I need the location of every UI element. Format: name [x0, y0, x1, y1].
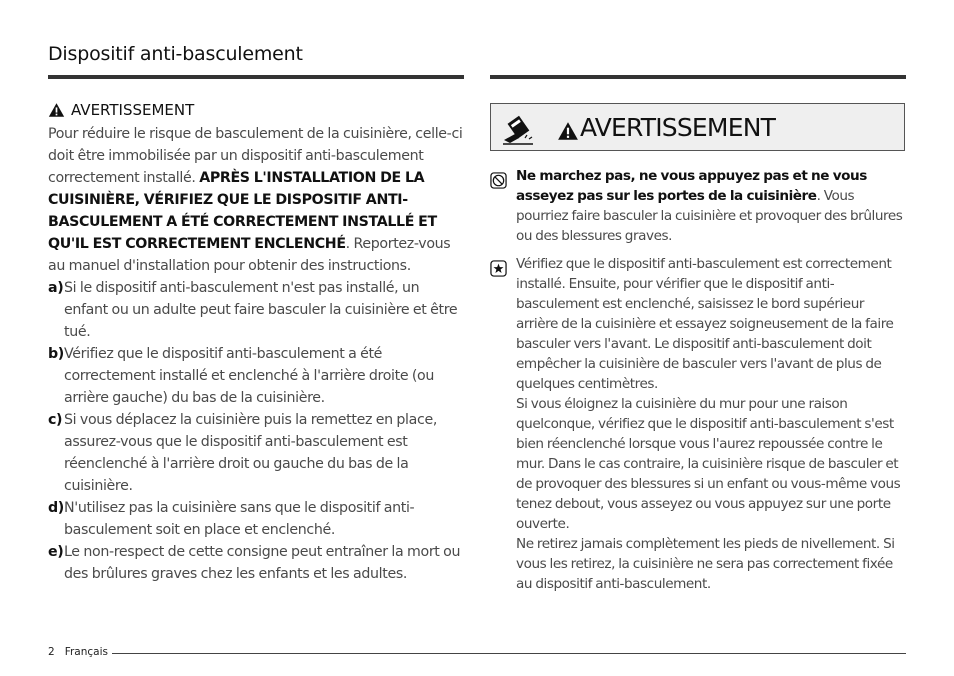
- warning-triangle-icon: [557, 121, 579, 141]
- item-letter: d): [48, 500, 64, 516]
- page-footer: [48, 646, 108, 658]
- important-paragraph-3: Ne retirez jamais complètement les pieds de nivellement. Si vous les retirez, la cuisinière ne sera pas correctement fixée au dispositif anti-basculement.: [516, 536, 895, 592]
- footer-language: Français: [64, 646, 108, 658]
- item-text: N'utilisez pas la cuisinière sans que le dispositif anti-basculement soit en place et enclenché.: [64, 500, 415, 538]
- warning-label: AVERTISSEMENT: [71, 101, 195, 119]
- intro-bold-text: APRÈS L'INSTALLATION DE LA CUISINIÈRE, VÉRIFIEZ QUE LE DISPOSITIF ANTI-BASCULEMENT A ÉTÉ CORRECTEMENT INSTALLÉ ET QU'IL EST CORRECTEMENT ENCLENCHÉ: [48, 170, 437, 252]
- footer-divider: [112, 653, 906, 654]
- prohibition-icon: [490, 172, 507, 189]
- page-number: 2: [48, 646, 55, 658]
- item-letter: e): [48, 544, 64, 560]
- item-letter: c): [48, 412, 63, 428]
- list-item: [48, 497, 464, 541]
- warning-banner: [490, 103, 905, 151]
- warning-heading: [48, 99, 464, 121]
- list-item: [48, 541, 464, 585]
- intro-text-2: . Reportez-vous au manuel d'installation pour obtenir des instructions.: [48, 236, 451, 274]
- list-item: [48, 277, 464, 343]
- item-letter: a): [48, 280, 64, 296]
- section-title: Dispositif anti-basculement: [48, 43, 303, 65]
- banner-label: AVERTISSEMENT: [580, 113, 776, 142]
- warning-triangle-icon: [48, 102, 65, 118]
- item-text: Vérifiez que le dispositif anti-basculement a été correctement installé et enclenché à l'arrière droite (ou arrière gauche) du bas de la cuisinière.: [64, 346, 435, 406]
- list-item: [48, 409, 464, 497]
- right-divider: [490, 75, 906, 79]
- important-paragraph-1: Vérifiez que le dispositif anti-basculement est correctement installé. Ensuite, pour vérifier que le dispositif anti-basculement est enclenché, saisissez le bord supérieur arrière de la cuisinière et essayez soigneusement de la faire basculer vers l'avant. Le dispositif anti-basculement doit empêcher la cuisinière de basculer vers l'avant de plus de quelques centimètres.: [516, 256, 894, 392]
- item-letter: b): [48, 346, 64, 362]
- item-text: Si vous déplacez la cuisinière puis la remettez en place, assurez-vous que le dispositif anti-basculement est réenclenché à l'arrière droit ou gauche du bas de la cuisinière.: [64, 412, 437, 494]
- prohibition-text: . Vous pourriez faire basculer la cuisinière et provoquer des brûlures ou des blessures graves.: [516, 188, 903, 244]
- left-column: [48, 99, 464, 585]
- intro-paragraph: [48, 123, 464, 277]
- important-paragraph-2: Si vous éloignez la cuisinière du mur pour une raison quelconque, vérifiez que le dispositif anti-basculement s'est bien réenclenché lorsque vous l'aurez repoussée contre le mur. Dans le cas contraire, la cuisinière risque de basculer et de provoquer des blessures si un enfant ou vous-même vous tenez debout, vous asseyez ou vous appuyez sur une porte ouverte.: [516, 396, 901, 532]
- prohibition-bold-text: Ne marchez pas, ne vous appuyez pas et ne vous asseyez pas sur les portes de la cuisinière: [516, 168, 867, 204]
- prohibition-block: [490, 166, 908, 246]
- item-text: Le non-respect de cette consigne peut entraîner la mort ou des brûlures graves chez les enfants et les adultes.: [64, 544, 461, 582]
- item-text: Si le dispositif anti-basculement n'est pas installé, un enfant ou un adulte peut faire basculer la cuisinière et être tué.: [64, 280, 458, 340]
- right-column: [490, 166, 908, 602]
- left-divider: [48, 75, 464, 79]
- intro-text-1: Pour réduire le risque de basculement de la cuisinière, celle-ci doit être immobilisée par un dispositif anti-basculement correctement installé.: [48, 126, 463, 186]
- star-icon: [490, 260, 507, 277]
- list-item: [48, 343, 464, 409]
- important-block: [490, 254, 908, 594]
- tip-over-hazard-icon: [501, 112, 535, 146]
